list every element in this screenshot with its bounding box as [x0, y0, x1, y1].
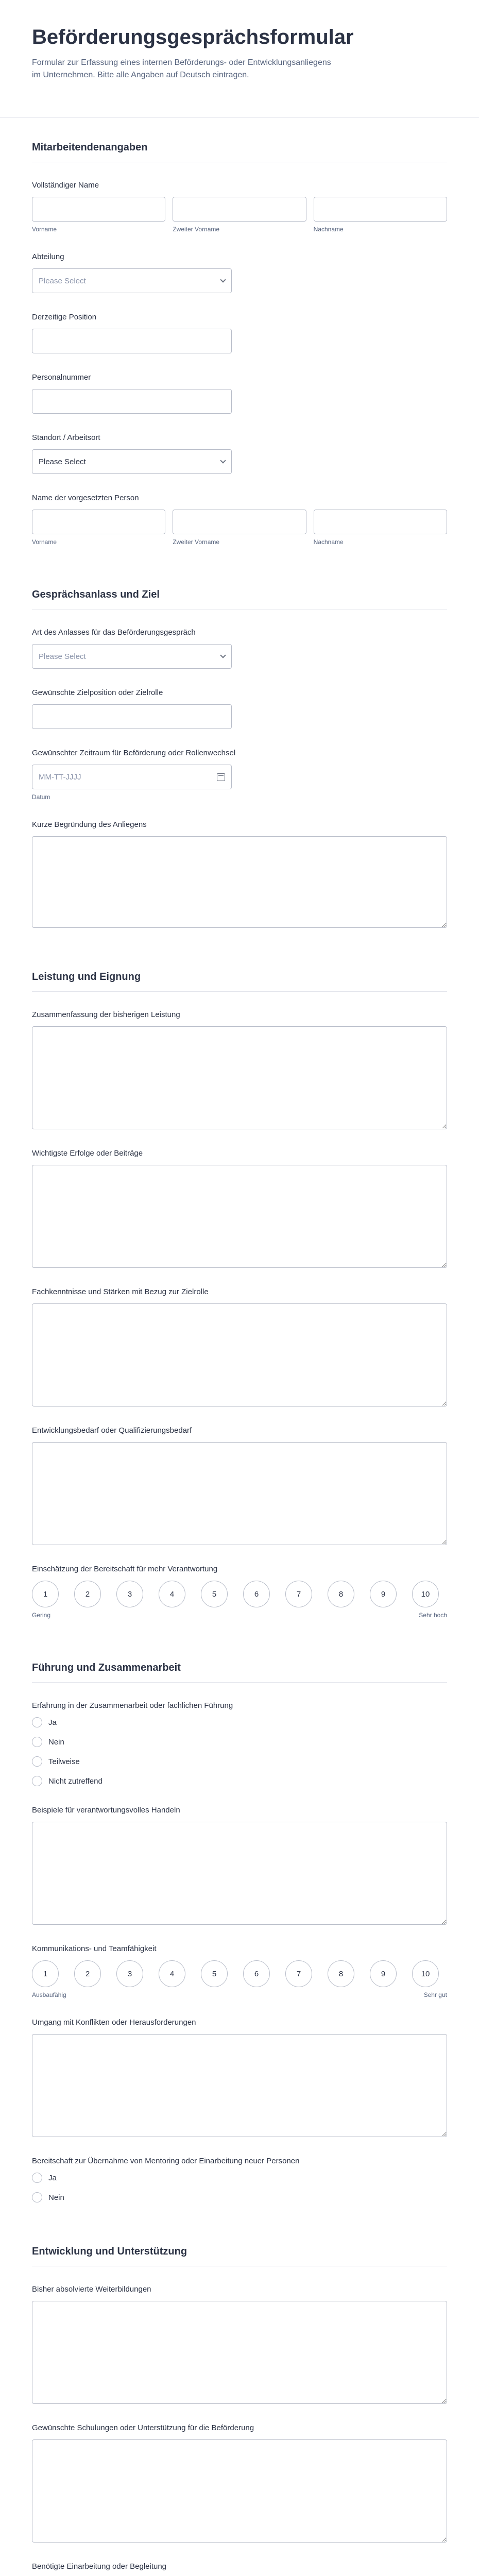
last-name-col: [314, 197, 447, 233]
teamwork-low-label: Ausbaufähig: [32, 1991, 66, 1998]
development-need-field: [32, 1426, 447, 1545]
last-name-input[interactable]: [314, 197, 447, 222]
reason-field: [32, 820, 447, 928]
first-name-input[interactable]: [32, 197, 165, 222]
support-field: [32, 2424, 447, 2543]
support-label: Gewünschte Schulungen oder Unterstützung für die Beförderung: [32, 2424, 254, 2432]
timeframe-sublabel: Datum: [32, 793, 50, 801]
sup-last-col: [314, 510, 447, 546]
experience-option-na[interactable]: [32, 1776, 447, 1786]
occasion-type-field: [32, 628, 447, 669]
radio-button[interactable]: [32, 1776, 42, 1786]
experience-field: [32, 1701, 447, 1786]
location-field: [32, 433, 447, 474]
location-label: Standort / Arbeitsort: [32, 433, 100, 442]
occasion-type-select[interactable]: [32, 644, 232, 669]
supervisor-label: Name der vorgesetzten Person: [32, 494, 139, 502]
experience-label: Erfahrung in der Zusammenarbeit oder fachlichen Führung: [32, 1701, 233, 1710]
department-label: Abteilung: [32, 252, 64, 261]
mentoring-field: [32, 2157, 447, 2202]
last-name-sublabel: Nachname: [313, 226, 344, 233]
teamwork-label: Kommunikations- und Teamfähigkeit: [32, 1944, 157, 1953]
rating-option-2[interactable]: 2: [74, 1960, 101, 1987]
skills-textarea[interactable]: [32, 1303, 447, 1406]
teamwork-scale-labels: [32, 1991, 447, 1998]
department-field: [32, 252, 447, 293]
sup-first-sublabel: Vorname: [32, 538, 57, 546]
development-need-textarea[interactable]: [32, 1442, 447, 1545]
rating-option-5[interactable]: 5: [201, 1581, 228, 1607]
calendar-icon[interactable]: [217, 773, 225, 781]
supervisor-last-name-input[interactable]: [314, 510, 447, 534]
middle-name-sublabel: Zweiter Vorname: [173, 226, 220, 233]
section-title-employee: Mitarbeitendenangaben: [32, 142, 148, 153]
readiness-label: Einschätzung der Bereitschaft für mehr Verantwortung: [32, 1565, 218, 1573]
training-textarea[interactable]: [32, 2301, 447, 2404]
target-position-input[interactable]: [32, 704, 232, 729]
supervisor-first-name-input[interactable]: [32, 510, 165, 534]
readiness-high-label: Sehr hoch: [419, 1612, 447, 1619]
target-position-field: [32, 688, 447, 729]
sup-middle-col: [173, 510, 306, 546]
rating-option-4[interactable]: 4: [159, 1581, 185, 1607]
onboarding-label: Benötigte Einarbeitung oder Begleitung: [32, 2562, 167, 2571]
timeframe-label: Gewünschter Zeitraum für Beförderung oder Rollenwechsel: [32, 749, 236, 757]
first-name-sublabel: Vorname: [32, 226, 57, 233]
section-title-occasion: Gesprächsanlass und Ziel: [32, 589, 160, 600]
skills-label: Fachkenntnisse und Stärken mit Bezug zur Zielrolle: [32, 1287, 209, 1296]
position-label: Derzeitige Position: [32, 313, 97, 321]
form-description: Formular zur Erfassung eines internen Beförderungs- oder Entwicklungsanliegens im Unternehmen. Bitte alle Angaben auf Deutsch eintragen.: [32, 58, 331, 79]
form-header: [0, 0, 479, 118]
achievements-field: [32, 1149, 447, 1268]
conflict-field: [32, 2018, 447, 2137]
experience-option-yes[interactable]: [32, 1717, 447, 1727]
examples-textarea[interactable]: [32, 1822, 447, 1925]
onboarding-field: [32, 2562, 447, 2576]
achievements-label: Wichtigste Erfolge oder Beiträge: [32, 1149, 143, 1158]
timeframe-field: [32, 749, 447, 801]
rating-option-9[interactable]: 9: [370, 1581, 397, 1607]
radio-button[interactable]: [32, 2192, 42, 2202]
development-need-label: Entwicklungsbedarf oder Qualifizierungsbedarf: [32, 1426, 192, 1435]
personnel-number-field: [32, 373, 447, 414]
training-field: [32, 2285, 447, 2404]
rating-option-5[interactable]: 5: [201, 1960, 228, 1987]
radio-button[interactable]: [32, 2173, 42, 2183]
sup-last-sublabel: Nachname: [313, 538, 344, 546]
first-name-col: [32, 197, 165, 233]
readiness-low-label: Gering: [32, 1612, 51, 1619]
sup-first-col: [32, 510, 165, 546]
mentoring-option-yes[interactable]: [32, 2173, 447, 2183]
rating-option-3[interactable]: 3: [116, 1581, 143, 1607]
chevron-down-icon: [220, 277, 226, 282]
target-position-label: Gewünschte Zielposition oder Zielrolle: [32, 688, 163, 697]
experience-option-no[interactable]: [32, 1737, 447, 1747]
performance-summary-textarea[interactable]: [32, 1026, 447, 1129]
rating-option-6[interactable]: 6: [243, 1581, 270, 1607]
mentoring-label: Bereitschaft zur Übernahme von Mentoring oder Einarbeitung neuer Personen: [32, 2157, 300, 2165]
option-label: Ja: [48, 2173, 57, 2182]
rating-option-6[interactable]: 6: [243, 1960, 270, 1987]
rating-option-10[interactable]: 10: [412, 1960, 439, 1987]
performance-summary-field: [32, 1010, 447, 1129]
section-title-development: Entwicklung und Unterstützung: [32, 2246, 187, 2257]
radio-button[interactable]: [32, 1756, 42, 1767]
fullname-field: [32, 181, 447, 233]
option-label: Nein: [48, 1737, 64, 1747]
timeframe-date-input[interactable]: [32, 765, 232, 789]
rating-option-10[interactable]: 10: [412, 1581, 439, 1607]
personnel-number-input[interactable]: [32, 389, 232, 414]
radio-button[interactable]: [32, 1717, 42, 1727]
fullname-row: [32, 197, 447, 233]
supervisor-row: [32, 510, 447, 546]
achievements-textarea[interactable]: [32, 1165, 447, 1268]
fullname-label: Vollständiger Name: [32, 181, 99, 190]
option-label: Nicht zutreffend: [48, 1776, 102, 1786]
section-title-leadership: Führung und Zusammenarbeit: [32, 1662, 181, 1673]
location-select[interactable]: [32, 449, 232, 474]
readiness-scale-labels: [32, 1612, 447, 1619]
supervisor-field: [32, 494, 447, 546]
section-divider: [32, 991, 447, 992]
rating-option-7[interactable]: 7: [285, 1960, 312, 1987]
form-content: [0, 118, 479, 2576]
supervisor-middle-name-input[interactable]: [173, 510, 306, 534]
position-input[interactable]: [32, 329, 232, 353]
section-title-performance: Leistung und Eignung: [32, 971, 141, 982]
location-value: Please Select: [39, 457, 86, 466]
rating-option-9[interactable]: 9: [370, 1960, 397, 1987]
examples-label: Beispiele für verantwortungsvolles Handeln: [32, 1806, 180, 1815]
middle-name-col: [173, 197, 306, 233]
mentoring-option-no[interactable]: [32, 2192, 447, 2202]
rating-option-7[interactable]: 7: [285, 1581, 312, 1607]
support-textarea[interactable]: [32, 2439, 447, 2543]
performance-summary-label: Zusammenfassung der bisherigen Leistung: [32, 1010, 180, 1019]
occasion-type-label: Art des Anlasses für das Beförderungsgespräch: [32, 628, 196, 637]
personnel-number-label: Personalnummer: [32, 373, 91, 382]
option-label: Nein: [48, 2193, 64, 2202]
chevron-down-icon: [220, 457, 226, 463]
reason-label: Kurze Begründung des Anliegens: [32, 820, 147, 829]
conflict-textarea[interactable]: [32, 2034, 447, 2137]
timeframe-placeholder: MM-TT-JJJJ: [39, 772, 81, 782]
rating-option-1[interactable]: 1: [32, 1581, 59, 1607]
experience-option-partly[interactable]: [32, 1756, 447, 1767]
teamwork-field: [32, 1944, 447, 1998]
conflict-label: Umgang mit Konflikten oder Herausforderungen: [32, 2018, 196, 2027]
occasion-type-placeholder: Please Select: [39, 652, 86, 661]
rating-option-4[interactable]: 4: [159, 1960, 185, 1987]
training-label: Bisher absolvierte Weiterbildungen: [32, 2285, 151, 2294]
examples-field: [32, 1806, 447, 1925]
rating-option-8[interactable]: 8: [328, 1581, 354, 1607]
department-placeholder: Please Select: [39, 276, 86, 285]
option-label: Ja: [48, 1718, 57, 1727]
middle-name-input[interactable]: [173, 197, 306, 222]
department-select[interactable]: [32, 268, 232, 293]
teamwork-high-label: Sehr gut: [423, 1991, 447, 1998]
chevron-down-icon: [220, 652, 226, 658]
rating-option-8[interactable]: 8: [328, 1960, 354, 1987]
form-title: Beförderungsgesprächsformular: [32, 26, 354, 48]
rating-option-3[interactable]: 3: [116, 1960, 143, 1987]
readiness-field: [32, 1565, 447, 1619]
section-divider: [32, 1682, 447, 1683]
sup-middle-sublabel: Zweiter Vorname: [173, 538, 220, 546]
option-label: Teilweise: [48, 1757, 80, 1766]
teamwork-rating: [32, 1960, 447, 1987]
readiness-rating: [32, 1581, 447, 1607]
skills-field: [32, 1287, 447, 1406]
reason-textarea[interactable]: [32, 836, 447, 928]
radio-button[interactable]: [32, 1737, 42, 1747]
rating-option-2[interactable]: 2: [74, 1581, 101, 1607]
position-field: [32, 313, 447, 353]
rating-option-1[interactable]: 1: [32, 1960, 59, 1987]
